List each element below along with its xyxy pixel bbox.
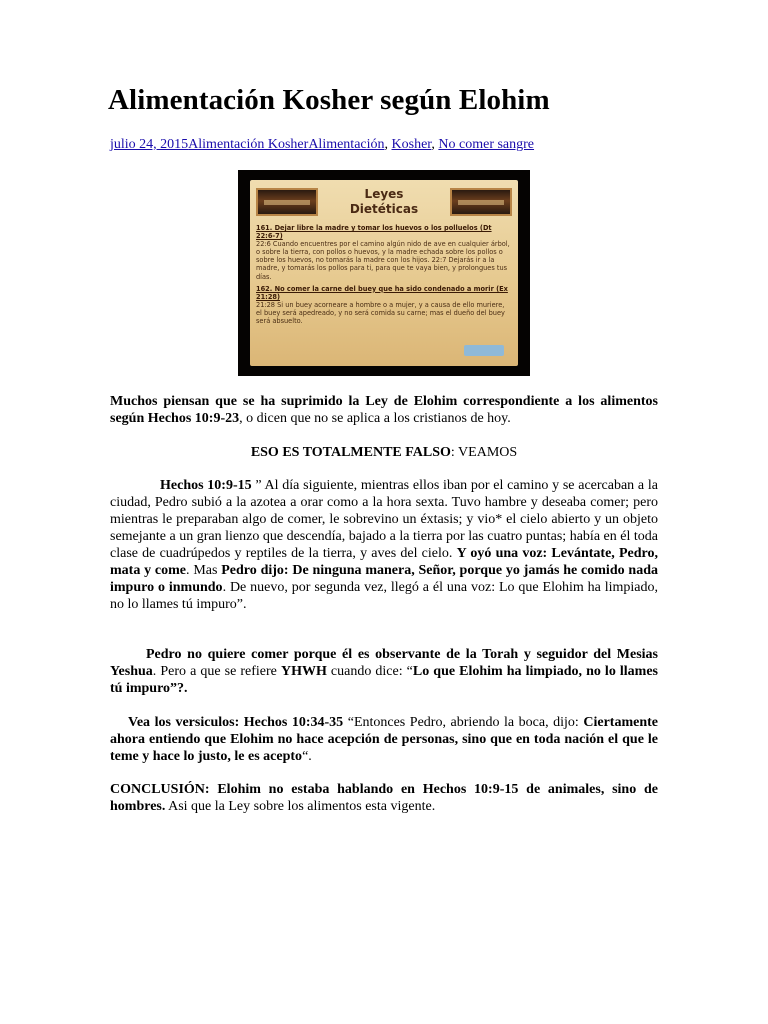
date-link[interactable]: julio 24, 2015 xyxy=(110,137,189,152)
paragraph-pedro: Pedro no quiere comer porque él es observante de la Torah y seguidor del Mesias Yeshua. Pero a que se refiere YHWH cuando dice: “Lo que Elohim ha limpiado, no lo llames tú impuro”?. xyxy=(110,647,658,696)
image-law-text: 22:6 Cuando encuentres por el camino algún nido de ave en cualquier árbol, o sobre la tierra, con pollos o huevos, y la madre echada sobre los pollos o sobre los huevos, no tomarás la madre con los hijos. 22:7 Dejarás ir a la madre, y tomarás los pollos para ti, para que te vaya bien, y prolongues tus días. xyxy=(256,240,510,281)
paragraph-verses: Vea los versiculos: Hechos 10:34-35 “Entonces Pedro, abriendo la boca, dijo: Ciertamente ahora entiendo que Elohim no hace acepción de personas, sino que en toda nación el que le teme y hace lo justo, le es acepto“. xyxy=(110,715,658,764)
image-law-heading: 161. Dejar libre la madre y tomar los huevos o los polluelos (Dt 22:6-7) xyxy=(256,224,492,241)
category-link[interactable]: Alimentación Kosher xyxy=(188,137,309,152)
dietary-laws-image xyxy=(238,170,530,376)
paragraph-conclusion: CONCLUSIÓN: Elohim no estaba hablando en Hechos 10:9-15 de animales, sino de hombres. Asi que la Ley sobre los alimentos esta vigente. xyxy=(110,782,658,814)
image-body xyxy=(256,224,512,329)
tag-link-alimentacion[interactable]: Alimentación xyxy=(308,137,385,152)
tag-separator: , xyxy=(431,137,439,152)
image-law-heading: 162. No comer la carne del buey que ha sido condenado a morir (Ex 21:28) xyxy=(256,284,508,301)
image-corner-tab xyxy=(464,345,504,356)
post-meta xyxy=(110,137,534,153)
paragraph-heading: ESO ES TOTALMENTE FALSO: VEAMOS xyxy=(250,445,518,460)
tag-separator: , xyxy=(384,137,392,152)
tag-link-kosher[interactable]: Kosher xyxy=(391,137,432,152)
image-law-text: 21:28 Si un buey acorneare a hombre o a mujer, y a causa de ello muriere, el buey será apedreado, y no será comida su carne; mas el dueño del buey será absuelto. xyxy=(256,300,505,326)
paragraph-acts-quote: Hechos 10:9-15 ” Al día siguiente, mientras ellos iban por el camino y se acercaban a la ciudad, Pedro subió a la azotea a orar como a la hora sexta. Tuvo hambre y deseaba comer; pero mientras le preparaban algo de comer, le sobrevino un éxtasis; y vio* el cielo abierto y un objeto semejante a un gran lienzo que descendía, bajado a la tierra por las cuatro puntas; había en él toda clase de cuadrúpedos y reptiles de la tierra, y aves del cielo. Y oyó una voz: Levántate, Pedro, mata y come. Mas Pedro dijo: De ninguna manera, Señor, porque yo jamás he comido nada impuro o inmundo. De nuevo, por segunda vez, llegó a él una voz: Lo que Elohim ha limpiado, no lo llames tú impuro”. xyxy=(110,478,658,612)
image-board xyxy=(250,180,518,366)
post-title: Alimentación Kosher según Elohim xyxy=(108,84,550,116)
tag-link-no-comer-sangre[interactable]: No comer sangre xyxy=(438,137,535,152)
image-title: Leyes Dietéticas xyxy=(349,187,419,216)
paragraph-intro: Muchos piensan que se ha suprimido la Ley de Elohim correspondiente a los alimentos según Hechos 10:9-23, o dicen que no se aplica a los cristianos de hoy. xyxy=(110,394,658,426)
